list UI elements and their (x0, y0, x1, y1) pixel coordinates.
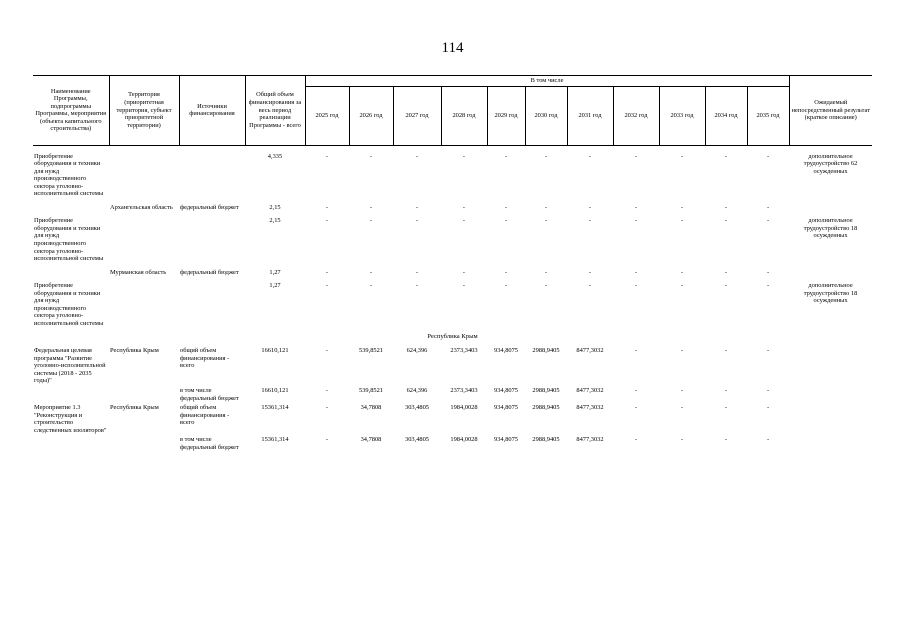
year-value: - (634, 347, 638, 355)
header-year: 2035 год (747, 86, 789, 145)
header-sources: Источники финансирования (179, 76, 245, 146)
year-value: 2988,9405 (532, 386, 560, 394)
year-value: - (634, 217, 638, 225)
year-value: - (724, 436, 728, 444)
region-heading: Республика Крым (427, 333, 478, 341)
year-value: - (680, 386, 684, 394)
year-value: - (504, 152, 508, 160)
table-row (33, 212, 872, 263)
year-value: - (415, 217, 419, 225)
funding-source (179, 212, 245, 263)
funding-source: федеральный бюджет (180, 203, 239, 211)
expected-result (789, 386, 872, 403)
territory: Архангельская область (110, 203, 173, 211)
year-value: - (680, 217, 684, 225)
expected-result (789, 435, 872, 452)
total-volume: 2,15 (269, 217, 281, 225)
header-year: 2025 год (305, 86, 349, 145)
year-value: - (680, 282, 684, 290)
year-value: - (504, 268, 508, 276)
year-value: 8477,3032 (576, 404, 604, 412)
year-value: - (462, 268, 466, 276)
year-value: 34,7808 (360, 436, 382, 444)
year-value: 2373,3403 (450, 347, 478, 355)
program-name: Приобретение оборудования и техники для нужд производственного сектора уголовно-исполнительной системы (34, 217, 104, 263)
program-name (33, 264, 109, 278)
expected-result: дополнительное трудоустройство 18 осужденных (803, 282, 858, 305)
header-year: 2033 год (659, 86, 705, 145)
header-name: Наименование Программы, подпрограммы Программы, мероприятия (объекта капитального строительства) (33, 76, 109, 146)
year-value: - (588, 268, 592, 276)
year-value: - (634, 268, 638, 276)
year-value: 1984,0028 (450, 404, 478, 412)
year-value: - (325, 152, 329, 160)
territory (109, 386, 179, 403)
funding-source (179, 152, 245, 199)
funding-source: федеральный бюджет (180, 268, 239, 276)
year-value: - (369, 282, 373, 290)
year-value: - (504, 217, 508, 225)
year-value: - (369, 268, 373, 276)
program-name: Мероприятие 1.3 "Реконструкция и строительство следственных изоляторов" (34, 404, 107, 434)
year-value: 539,8521 (359, 386, 383, 394)
table-row (33, 346, 872, 386)
program-name: Приобретение оборудования и техники для нужд производственного сектора уголовно-исполнительной системы (34, 152, 104, 198)
table-row (33, 435, 872, 452)
year-value: - (724, 152, 728, 160)
year-value: - (462, 217, 466, 225)
year-value: - (634, 282, 638, 290)
total-volume: 4,335 (267, 152, 283, 160)
year-value: 2988,9405 (532, 404, 560, 412)
year-value: - (724, 203, 728, 211)
program-name (33, 435, 109, 452)
year-value: - (766, 217, 770, 225)
year-value: - (462, 203, 466, 211)
header-year: 2026 год (349, 86, 393, 145)
year-value: - (415, 268, 419, 276)
total-volume: 1,27 (269, 282, 281, 290)
year-value: 34,7808 (360, 404, 382, 412)
year-value: 8477,3032 (576, 347, 604, 355)
year-value: 624,396 (406, 347, 428, 355)
header-year: 2028 год (441, 86, 487, 145)
year-value: - (325, 282, 329, 290)
expected-result (789, 264, 872, 278)
expected-result (789, 346, 872, 386)
territory (109, 277, 179, 328)
table-row (33, 386, 872, 403)
header-year: 2030 год (525, 86, 567, 145)
year-value: - (634, 203, 638, 211)
year-value: 539,8521 (359, 347, 383, 355)
year-value: - (680, 404, 684, 412)
expected-result: дополнительное трудоустройство 18 осужденных (803, 217, 858, 240)
header-year: 2031 год (567, 86, 613, 145)
year-value: - (766, 268, 770, 276)
header-year: 2032 год (613, 86, 659, 145)
funding-source: в том числе федеральный бюджет (180, 436, 239, 451)
year-value: - (325, 217, 329, 225)
funding-source: общий объем финансирования - всего (180, 404, 230, 427)
year-value: 2988,9405 (532, 436, 560, 444)
year-value: 934,8075 (494, 404, 518, 412)
financing-table (33, 75, 872, 452)
year-value: - (766, 282, 770, 290)
table-row (33, 403, 872, 435)
year-value: 934,8075 (494, 436, 518, 444)
header-including: В том числе (305, 76, 789, 87)
funding-source: в том числе федеральный бюджет (180, 386, 239, 402)
total-volume: 15361,314 (261, 404, 289, 412)
year-value: - (462, 282, 466, 290)
year-value: - (415, 282, 419, 290)
expected-result: дополнительное трудоустройство 62 осужденных (803, 152, 858, 175)
year-value: - (369, 217, 373, 225)
total-volume: 16610,121 (261, 347, 289, 355)
year-value: - (634, 436, 638, 444)
header-total: Общий объем финансирования за весь период реализации Программы - всего (245, 76, 305, 146)
territory: Мурманская область (110, 268, 167, 276)
year-value: 303,4805 (405, 404, 429, 412)
total-volume: 1,27 (269, 268, 281, 276)
year-value: - (724, 347, 728, 355)
year-value: - (766, 203, 770, 211)
year-value: - (544, 217, 548, 225)
territory: Республика Крым (110, 404, 159, 412)
total-volume: 2,15 (269, 203, 281, 211)
year-value: - (544, 152, 548, 160)
territory (109, 212, 179, 263)
year-value: - (680, 203, 684, 211)
year-value: - (634, 404, 638, 412)
header-year: 2034 год (705, 86, 747, 145)
table-row (33, 199, 872, 213)
program-name (33, 386, 109, 403)
total-volume: 15361,314 (261, 436, 289, 444)
year-value: - (504, 282, 508, 290)
total-volume: 16610,121 (261, 386, 289, 394)
year-value: - (415, 152, 419, 160)
program-name: Федеральная целевая программа "Развитие уголовно-исполнительной системы (2018 - 2035 годы)" (34, 347, 106, 385)
funding-source (179, 277, 245, 328)
year-value: - (766, 152, 770, 160)
year-value: - (680, 268, 684, 276)
year-value: - (680, 152, 684, 160)
year-value: - (325, 386, 329, 394)
year-value: 934,8075 (494, 347, 518, 355)
page-number: 114 (441, 40, 464, 56)
year-value: - (680, 347, 684, 355)
header-result: Ожидаемый непосредственный результат (краткое описание) (789, 76, 872, 146)
year-value: - (325, 404, 329, 412)
year-value: 8477,3032 (576, 436, 604, 444)
year-value: 1984,0028 (450, 436, 478, 444)
year-value: - (325, 436, 329, 444)
year-value: - (544, 268, 548, 276)
year-value: - (369, 152, 373, 160)
year-value: - (325, 268, 329, 276)
program-name (33, 199, 109, 213)
year-value: - (724, 404, 728, 412)
year-value: - (680, 436, 684, 444)
year-value: - (369, 203, 373, 211)
header-year: 2029 год (487, 86, 525, 145)
year-value: - (588, 217, 592, 225)
program-name: Приобретение оборудования и техники для нужд производственного сектора уголовно-исполнительной системы (34, 282, 104, 327)
year-value: 303,4805 (405, 436, 429, 444)
table-row (33, 277, 872, 328)
header-territory: Территория (приоритетная территория, субъект приоритетной территории) (109, 76, 179, 146)
year-value: - (325, 203, 329, 211)
year-value: - (766, 347, 770, 355)
expected-result (789, 403, 872, 435)
year-value: - (415, 203, 419, 211)
territory: Республика Крым (110, 347, 159, 355)
year-value: 8477,3032 (576, 386, 604, 394)
territory (109, 435, 179, 452)
year-value: - (634, 386, 638, 394)
expected-result (789, 199, 872, 213)
year-value: - (724, 268, 728, 276)
year-value: 2373,3403 (450, 386, 478, 394)
header-year: 2027 год (393, 86, 441, 145)
year-value: 2988,9405 (532, 347, 560, 355)
year-value: - (766, 404, 770, 412)
year-value: - (766, 436, 770, 444)
year-value: - (724, 386, 728, 394)
year-value: - (588, 203, 592, 211)
year-value: - (766, 386, 770, 394)
table-row (33, 152, 872, 199)
year-value: - (634, 152, 638, 160)
year-value: 624,396 (406, 386, 428, 394)
year-value: - (724, 282, 728, 290)
territory (109, 152, 179, 199)
year-value: - (544, 282, 548, 290)
year-value: - (504, 203, 508, 211)
year-value: - (325, 347, 329, 355)
funding-source: общий объем финансирования - всего (180, 347, 230, 370)
table-row (33, 264, 872, 278)
year-value: - (588, 282, 592, 290)
year-value: - (462, 152, 466, 160)
year-value: - (724, 217, 728, 225)
year-value: - (588, 152, 592, 160)
year-value: - (544, 203, 548, 211)
year-value: 934,8075 (494, 386, 518, 394)
